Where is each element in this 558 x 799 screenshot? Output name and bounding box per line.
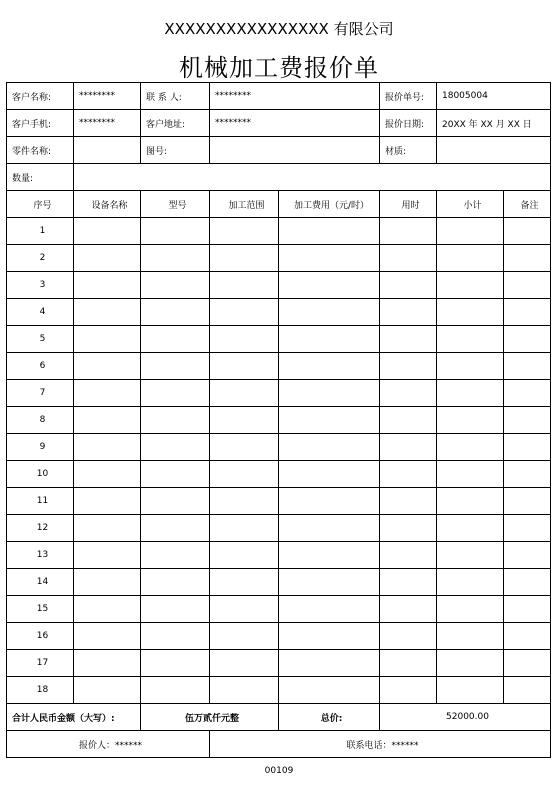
amount-words-value: 伍万贰仟元整 — [141, 704, 279, 731]
column-header: 设备名称 — [74, 191, 141, 218]
column-header: 用时 — [380, 191, 437, 218]
row-number: 13 — [7, 542, 74, 569]
table-cell — [437, 596, 504, 623]
row-number: 10 — [7, 461, 74, 488]
table-cell — [210, 623, 279, 650]
table-cell — [437, 353, 504, 380]
table-row — [7, 596, 551, 623]
table-cell — [504, 218, 551, 245]
table-cell — [141, 326, 210, 353]
table-cell — [437, 380, 504, 407]
table-cell — [74, 434, 141, 461]
table-cell — [74, 326, 141, 353]
table-cell — [380, 515, 437, 542]
table-cell — [380, 272, 437, 299]
table-row — [7, 488, 551, 515]
table-cell — [210, 272, 279, 299]
row-number: 11 — [7, 488, 74, 515]
table-cell — [74, 623, 141, 650]
table-cell — [74, 461, 141, 488]
contact-label: 联 系 人: — [141, 83, 210, 110]
table-cell — [141, 272, 210, 299]
row-number: 2 — [7, 245, 74, 272]
table-cell — [437, 677, 504, 704]
table-cell — [437, 407, 504, 434]
table-cell — [279, 380, 380, 407]
table-cell — [437, 299, 504, 326]
table-cell — [74, 218, 141, 245]
column-header: 加工费用（元/时） — [279, 191, 380, 218]
table-cell — [437, 272, 504, 299]
contact-phone-label: 联系电话：****** — [210, 731, 551, 758]
table-cell — [437, 569, 504, 596]
table-cell — [380, 434, 437, 461]
table-row — [7, 353, 551, 380]
column-header: 序号 — [7, 191, 74, 218]
quantity-row — [7, 164, 551, 191]
table-cell — [210, 650, 279, 677]
row-number: 1 — [7, 218, 74, 245]
table-row — [7, 407, 551, 434]
table-cell — [141, 569, 210, 596]
table-cell — [380, 542, 437, 569]
table-cell — [279, 623, 380, 650]
table-cell — [210, 461, 279, 488]
table-cell — [279, 515, 380, 542]
table-cell — [210, 299, 279, 326]
part-name-value — [74, 137, 141, 164]
table-cell — [74, 353, 141, 380]
table-cell — [141, 299, 210, 326]
table-cell — [279, 353, 380, 380]
table-cell — [74, 650, 141, 677]
table-row — [7, 461, 551, 488]
table-row — [7, 515, 551, 542]
row-number: 17 — [7, 650, 74, 677]
table-cell — [279, 326, 380, 353]
row-number: 9 — [7, 434, 74, 461]
table-cell — [504, 461, 551, 488]
table-cell — [380, 380, 437, 407]
table-cell — [141, 542, 210, 569]
table-row — [7, 434, 551, 461]
table-cell — [141, 623, 210, 650]
table-cell — [74, 407, 141, 434]
table-cell — [74, 677, 141, 704]
table-cell — [141, 650, 210, 677]
quoter-label: 报价人：****** — [7, 731, 210, 758]
quote-table — [6, 82, 551, 758]
table-cell — [504, 569, 551, 596]
table-cell — [504, 677, 551, 704]
table-cell — [141, 596, 210, 623]
table-cell — [504, 596, 551, 623]
quote-no-label: 报价单号: — [380, 83, 437, 110]
table-cell — [380, 326, 437, 353]
table-cell — [437, 245, 504, 272]
page-number: 00109 — [264, 766, 294, 776]
table-cell — [504, 380, 551, 407]
row-number: 14 — [7, 569, 74, 596]
row-number: 6 — [7, 353, 74, 380]
table-cell — [210, 380, 279, 407]
amount-words-label: 合计人民币金额（大写）: — [7, 704, 141, 731]
company-name: XXXXXXXXXXXXXXXX 有限公司 — [164, 20, 394, 38]
table-cell — [504, 272, 551, 299]
table-cell — [504, 650, 551, 677]
table-cell — [437, 650, 504, 677]
row-number: 12 — [7, 515, 74, 542]
total-value: 52000.00 — [380, 704, 551, 731]
table-cell — [380, 218, 437, 245]
quantity-label: 数量: — [7, 164, 74, 191]
table-cell — [504, 488, 551, 515]
drawing-no-label: 图号: — [141, 137, 210, 164]
table-cell — [141, 488, 210, 515]
row-number: 8 — [7, 407, 74, 434]
table-cell — [504, 299, 551, 326]
table-cell — [380, 407, 437, 434]
table-cell — [279, 272, 380, 299]
table-cell — [279, 245, 380, 272]
quote-no-value: 18005004 — [437, 83, 551, 110]
table-cell — [279, 542, 380, 569]
customer-addr-label: 客户地址: — [141, 110, 210, 137]
table-cell — [504, 353, 551, 380]
row-number: 3 — [7, 272, 74, 299]
table-cell — [210, 596, 279, 623]
table-cell — [74, 569, 141, 596]
table-row — [7, 569, 551, 596]
table-cell — [504, 434, 551, 461]
table-cell — [279, 407, 380, 434]
column-header-row — [7, 191, 551, 218]
table-cell — [380, 623, 437, 650]
column-header: 型号 — [141, 191, 210, 218]
table-cell — [437, 434, 504, 461]
column-header: 备注 — [504, 191, 551, 218]
table-cell — [380, 488, 437, 515]
document-title: 机械加工费报价单 — [179, 54, 379, 82]
table-row — [7, 542, 551, 569]
table-cell — [74, 380, 141, 407]
totals-row — [7, 704, 551, 731]
table-row — [7, 245, 551, 272]
table-cell — [437, 326, 504, 353]
table-cell — [380, 299, 437, 326]
row-number: 5 — [7, 326, 74, 353]
table-cell — [141, 245, 210, 272]
table-cell — [74, 515, 141, 542]
table-cell — [279, 596, 380, 623]
table-row — [7, 272, 551, 299]
contact-value: ******** — [210, 83, 380, 110]
table-cell — [141, 380, 210, 407]
table-cell — [74, 542, 141, 569]
table-cell — [380, 650, 437, 677]
table-cell — [210, 353, 279, 380]
info-row-1 — [7, 83, 551, 110]
customer-phone-label: 客户手机: — [7, 110, 74, 137]
table-cell — [210, 569, 279, 596]
row-number: 7 — [7, 380, 74, 407]
table-row — [7, 623, 551, 650]
table-row — [7, 218, 551, 245]
table-cell — [141, 353, 210, 380]
customer-name-value: ******** — [74, 83, 141, 110]
row-number: 16 — [7, 623, 74, 650]
table-cell — [437, 542, 504, 569]
table-cell — [504, 407, 551, 434]
part-name-label: 零件名称: — [7, 137, 74, 164]
table-cell — [504, 542, 551, 569]
table-cell — [437, 461, 504, 488]
drawing-no-value — [210, 137, 380, 164]
table-row — [7, 650, 551, 677]
table-cell — [437, 218, 504, 245]
table-cell — [74, 299, 141, 326]
table-cell — [210, 407, 279, 434]
table-cell — [279, 299, 380, 326]
material-label: 材质: — [380, 137, 437, 164]
table-cell — [437, 488, 504, 515]
customer-phone-value: ******** — [74, 110, 141, 137]
table-cell — [141, 461, 210, 488]
total-label: 总价: — [279, 704, 380, 731]
signature-row — [7, 731, 551, 758]
table-cell — [504, 515, 551, 542]
table-cell — [279, 650, 380, 677]
table-cell — [380, 596, 437, 623]
table-row — [7, 677, 551, 704]
table-cell — [279, 461, 380, 488]
table-cell — [141, 515, 210, 542]
column-header: 小计 — [437, 191, 504, 218]
table-cell — [380, 353, 437, 380]
table-cell — [210, 218, 279, 245]
table-cell — [380, 569, 437, 596]
table-cell — [74, 272, 141, 299]
customer-addr-value: ******** — [210, 110, 380, 137]
table-cell — [210, 542, 279, 569]
row-number: 4 — [7, 299, 74, 326]
table-cell — [380, 677, 437, 704]
table-cell — [210, 677, 279, 704]
table-cell — [437, 623, 504, 650]
table-cell — [141, 218, 210, 245]
table-cell — [504, 623, 551, 650]
table-cell — [504, 245, 551, 272]
table-cell — [141, 434, 210, 461]
table-row — [7, 380, 551, 407]
table-cell — [279, 434, 380, 461]
table-cell — [437, 515, 504, 542]
material-value — [437, 137, 551, 164]
info-row-3 — [7, 137, 551, 164]
customer-name-label: 客户名称: — [7, 83, 74, 110]
table-row — [7, 299, 551, 326]
table-cell — [74, 488, 141, 515]
table-cell — [380, 461, 437, 488]
table-cell — [279, 218, 380, 245]
table-cell — [210, 434, 279, 461]
table-cell — [279, 677, 380, 704]
table-cell — [210, 515, 279, 542]
quote-date-value: 20XX 年 XX 月 XX 日 — [437, 110, 551, 137]
table-cell — [380, 245, 437, 272]
table-cell — [74, 596, 141, 623]
table-cell — [504, 326, 551, 353]
column-header: 加工范围 — [210, 191, 279, 218]
row-number: 15 — [7, 596, 74, 623]
table-cell — [74, 245, 141, 272]
info-row-2 — [7, 110, 551, 137]
quote-date-label: 报价日期: — [380, 110, 437, 137]
table-row — [7, 326, 551, 353]
table-cell — [210, 326, 279, 353]
quantity-value — [74, 164, 551, 191]
table-cell — [141, 677, 210, 704]
table-cell — [210, 245, 279, 272]
row-number: 18 — [7, 677, 74, 704]
table-cell — [141, 407, 210, 434]
table-cell — [279, 569, 380, 596]
table-cell — [210, 488, 279, 515]
table-cell — [279, 488, 380, 515]
